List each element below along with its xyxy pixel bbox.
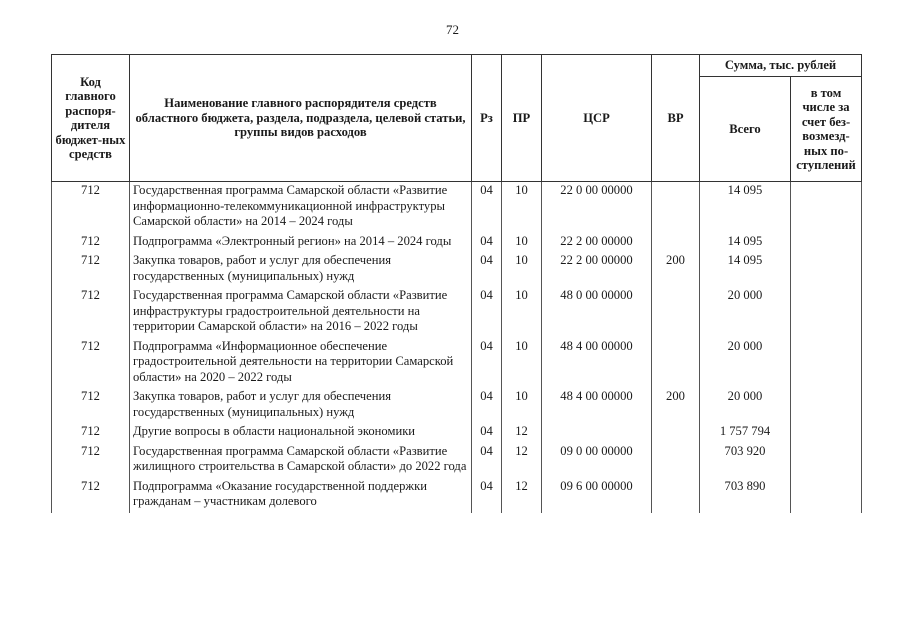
header-code: Код главного распоря-дителя бюджет-ных средств xyxy=(52,55,130,182)
cell-free xyxy=(791,182,862,233)
cell-code: 712 xyxy=(52,423,130,443)
table-row xyxy=(52,423,862,443)
cell-name: Закупка товаров, работ и услуг для обеспечения государственных (муниципальных) нужд xyxy=(130,252,472,287)
header-pr: ПР xyxy=(502,55,542,182)
cell-name: Другие вопросы в области национальной экономики xyxy=(130,423,472,443)
cell-vr xyxy=(652,287,700,338)
cell-pr: 10 xyxy=(502,233,542,253)
cell-pr: 10 xyxy=(502,252,542,287)
cell-total: 703 920 xyxy=(700,443,791,478)
table-row xyxy=(52,252,862,287)
cell-free xyxy=(791,338,862,389)
table-row xyxy=(52,443,862,478)
header-rz: Рз xyxy=(472,55,502,182)
table-row xyxy=(52,182,862,233)
cell-name: Подпрограмма «Оказание государственной поддержки гражданам – участникам долевого xyxy=(130,478,472,513)
cell-code: 712 xyxy=(52,338,130,389)
cell-total: 20 000 xyxy=(700,338,791,389)
cell-code: 712 xyxy=(52,233,130,253)
cell-pr: 10 xyxy=(502,287,542,338)
header-total: Всего xyxy=(700,77,791,182)
cell-csr: 22 0 00 00000 xyxy=(542,182,652,233)
cell-csr: 09 0 00 00000 xyxy=(542,443,652,478)
cell-free xyxy=(791,423,862,443)
cell-pr: 10 xyxy=(502,182,542,233)
cell-rz: 04 xyxy=(472,182,502,233)
cell-rz: 04 xyxy=(472,287,502,338)
cell-total: 14 095 xyxy=(700,182,791,233)
cell-pr: 10 xyxy=(502,388,542,423)
header-sum: Сумма, тыс. рублей xyxy=(700,55,862,77)
cell-free xyxy=(791,287,862,338)
cell-free xyxy=(791,252,862,287)
cell-code: 712 xyxy=(52,388,130,423)
cell-rz: 04 xyxy=(472,478,502,513)
cell-total: 1 757 794 xyxy=(700,423,791,443)
cell-vr xyxy=(652,478,700,513)
cell-name: Государственная программа Самарской области «Развитие жилищного строительства в Самарской области» до 2022 года xyxy=(130,443,472,478)
table-body xyxy=(52,182,862,513)
cell-rz: 04 xyxy=(472,388,502,423)
header-free: в том числе за счет без-возмезд-ных по-ступлений xyxy=(791,77,862,182)
cell-vr: 200 xyxy=(652,388,700,423)
cell-free xyxy=(791,443,862,478)
cell-csr: 22 2 00 00000 xyxy=(542,233,652,253)
header-csr: ЦСР xyxy=(542,55,652,182)
table-row xyxy=(52,233,862,253)
cell-pr: 12 xyxy=(502,478,542,513)
cell-name: Государственная программа Самарской области «Развитие информационно-телекоммуникационной инфраструктуры Самарской области» на 2014 – 2024 годы xyxy=(130,182,472,233)
cell-code: 712 xyxy=(52,443,130,478)
table-row xyxy=(52,287,862,338)
cell-csr: 48 4 00 00000 xyxy=(542,338,652,389)
cell-name: Подпрограмма «Информационное обеспечение градостроительной деятельности на территории Самарской области» на 2020 – 2022 годы xyxy=(130,338,472,389)
cell-vr xyxy=(652,182,700,233)
cell-rz: 04 xyxy=(472,423,502,443)
cell-name: Государственная программа Самарской области «Развитие инфраструктуры градостроительной деятельности на территории Самарской области» на 2016 – 2022 годы xyxy=(130,287,472,338)
cell-name: Подпрограмма «Электронный регион» на 2014 – 2024 годы xyxy=(130,233,472,253)
cell-code: 712 xyxy=(52,252,130,287)
cell-csr: 48 0 00 00000 xyxy=(542,287,652,338)
page-number: 72 xyxy=(446,22,459,37)
cell-csr xyxy=(542,423,652,443)
cell-pr: 12 xyxy=(502,423,542,443)
cell-rz: 04 xyxy=(472,233,502,253)
cell-csr: 48 4 00 00000 xyxy=(542,388,652,423)
cell-free xyxy=(791,388,862,423)
cell-vr xyxy=(652,338,700,389)
cell-vr: 200 xyxy=(652,252,700,287)
cell-name: Закупка товаров, работ и услуг для обеспечения государственных (муниципальных) нужд xyxy=(130,388,472,423)
table-row xyxy=(52,478,862,513)
cell-pr: 12 xyxy=(502,443,542,478)
header-name: Наименование главного распорядителя средств областного бюджета, раздела, подраздела, целевой статьи, группы видов расходов xyxy=(130,55,472,182)
table-row xyxy=(52,338,862,389)
cell-free xyxy=(791,233,862,253)
cell-vr xyxy=(652,423,700,443)
cell-total: 703 890 xyxy=(700,478,791,513)
cell-code: 712 xyxy=(52,287,130,338)
cell-total: 14 095 xyxy=(700,233,791,253)
cell-rz: 04 xyxy=(472,338,502,389)
cell-rz: 04 xyxy=(472,252,502,287)
table-row xyxy=(52,388,862,423)
cell-total: 20 000 xyxy=(700,287,791,338)
cell-free xyxy=(791,478,862,513)
cell-csr: 22 2 00 00000 xyxy=(542,252,652,287)
cell-vr xyxy=(652,443,700,478)
cell-code: 712 xyxy=(52,182,130,233)
cell-code: 712 xyxy=(52,478,130,513)
cell-csr: 09 6 00 00000 xyxy=(542,478,652,513)
budget-table xyxy=(51,54,862,513)
cell-vr xyxy=(652,233,700,253)
header-vr: ВР xyxy=(652,55,700,182)
cell-total: 20 000 xyxy=(700,388,791,423)
cell-pr: 10 xyxy=(502,338,542,389)
cell-total: 14 095 xyxy=(700,252,791,287)
cell-rz: 04 xyxy=(472,443,502,478)
